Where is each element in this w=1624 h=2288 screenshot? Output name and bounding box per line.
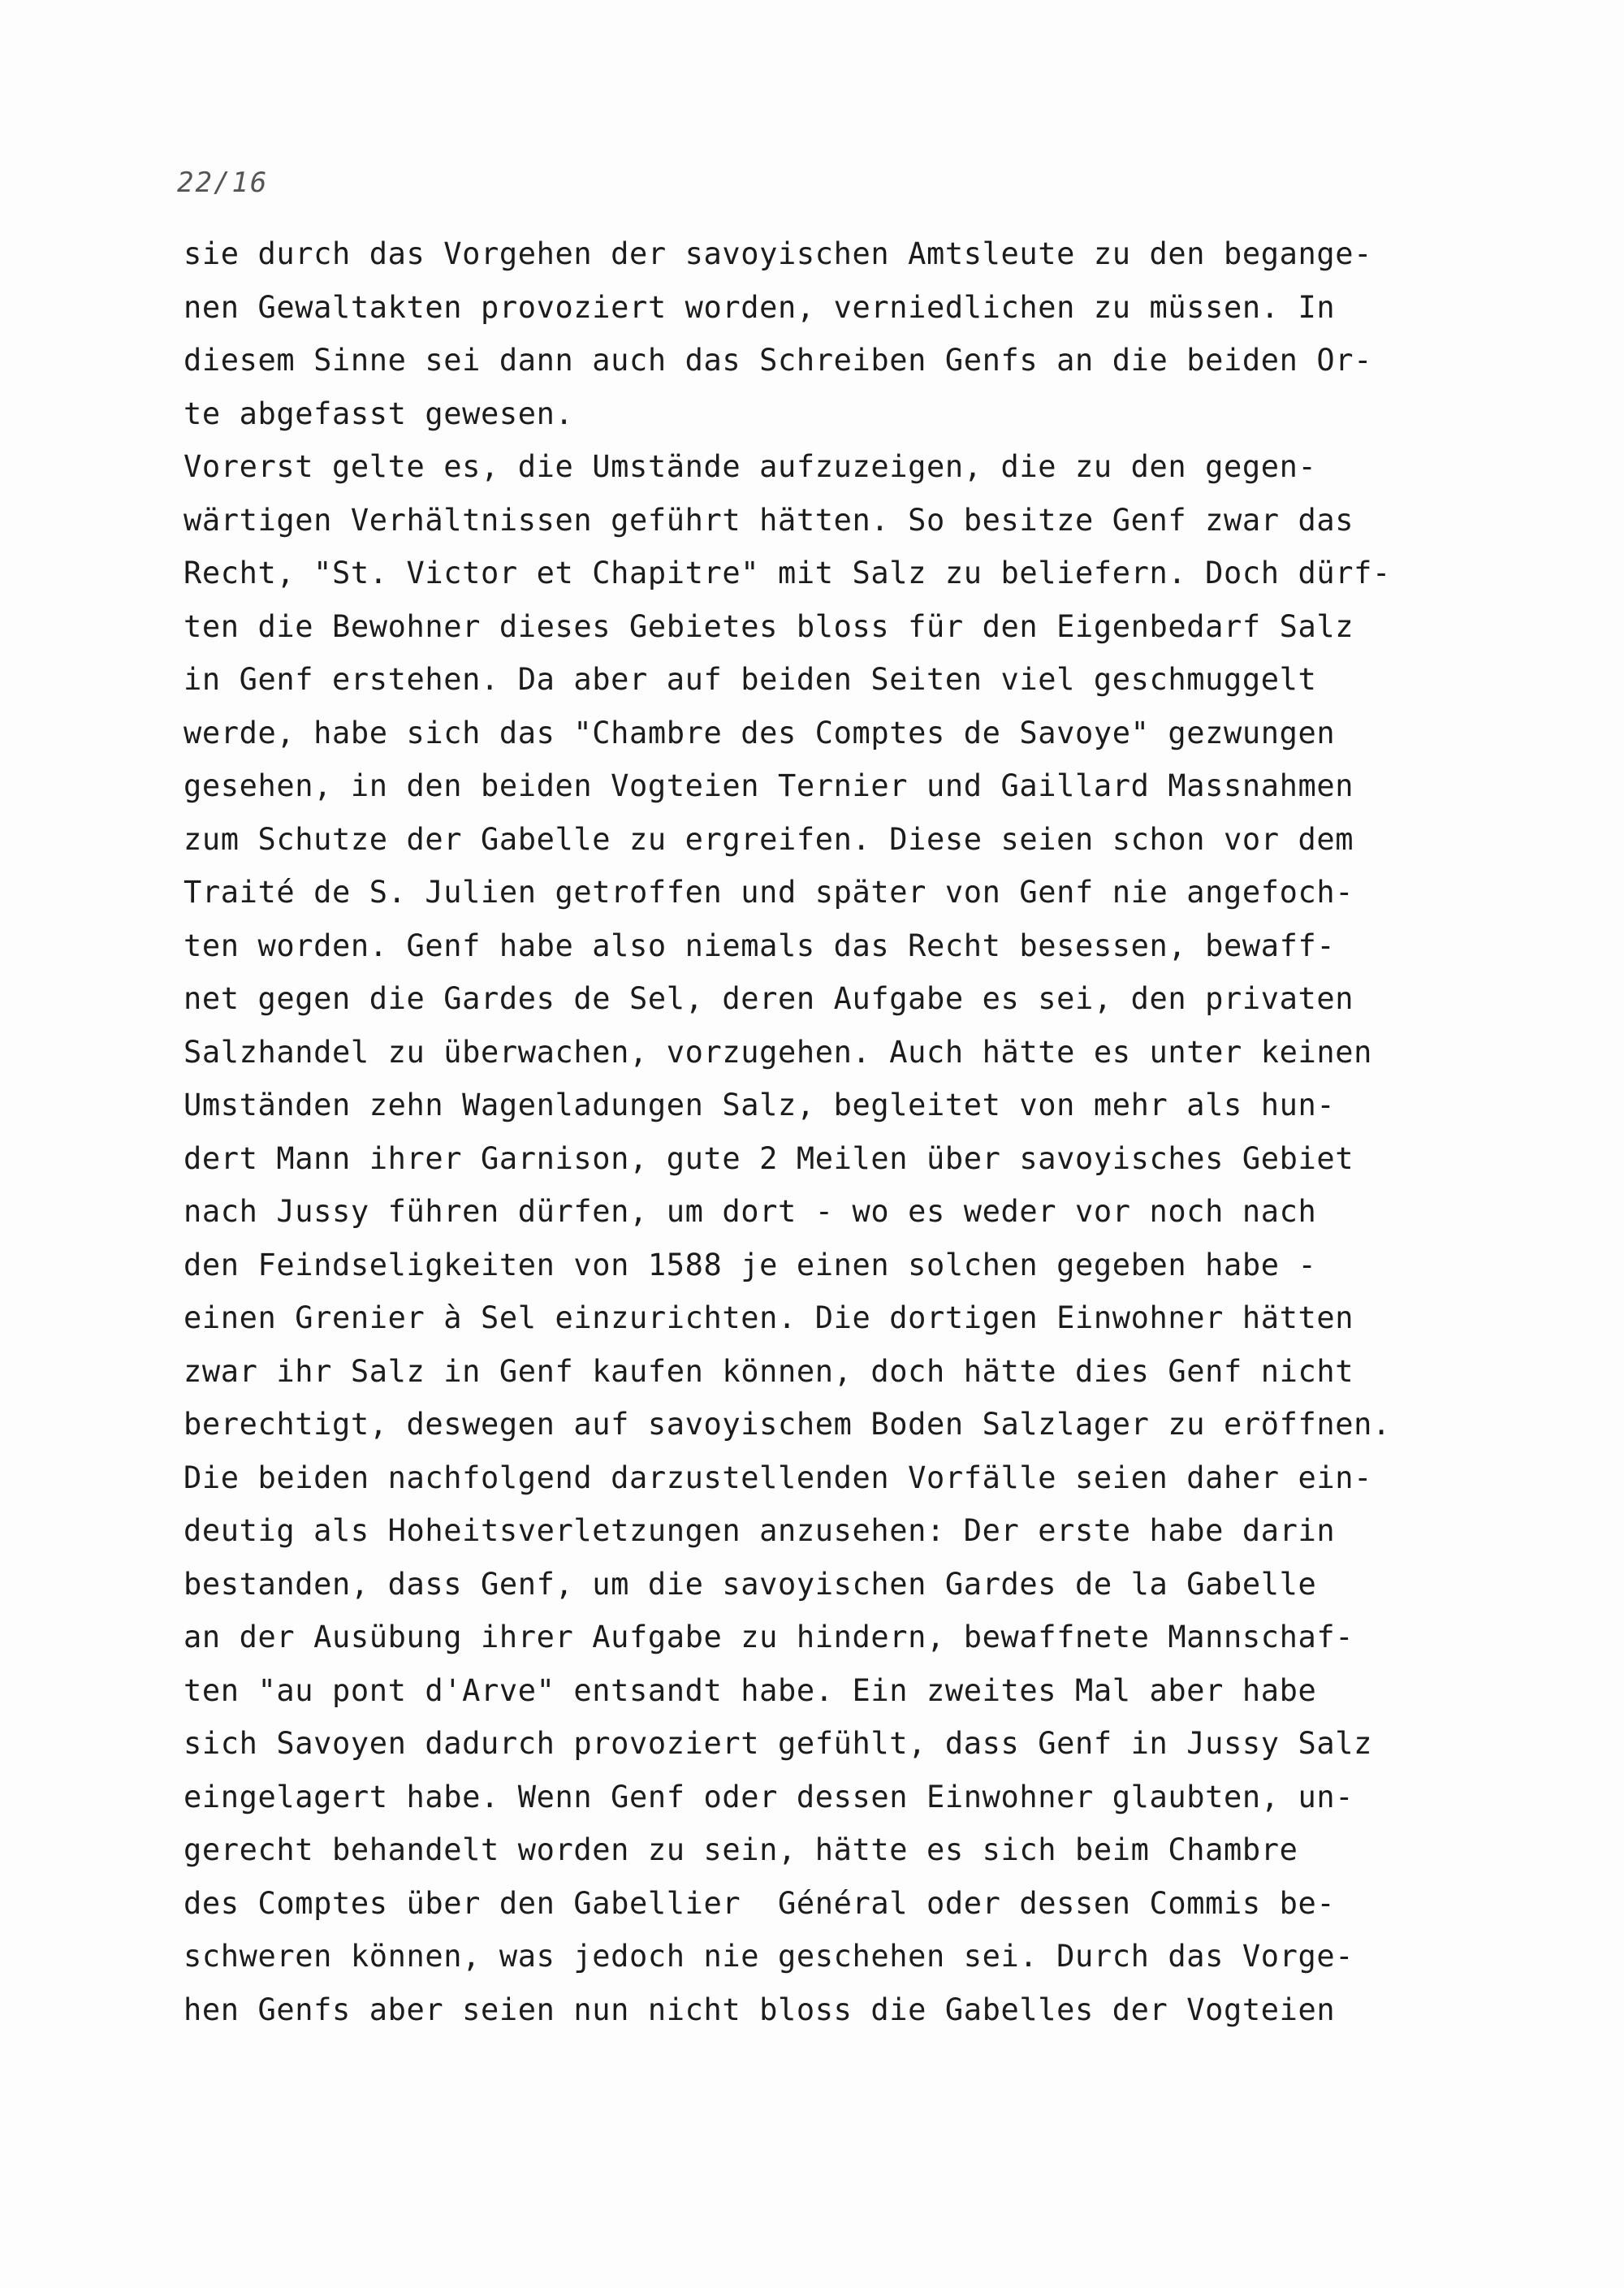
page-number: 22/16 — [177, 167, 269, 199]
text-line: dert Mann ihrer Garnison, gute 2 Meilen über savoyisches Gebiet — [184, 1140, 1354, 1176]
text-line: sich Savoyen dadurch provoziert gefühlt, dass Genf in Jussy Salz — [184, 1726, 1373, 1761]
text-line: werde, habe sich das "Chambre des Comptes de Savoye" gezwungen — [184, 715, 1336, 750]
text-line: des Comptes über den Gabellier Général oder dessen Commis be- — [184, 1885, 1336, 1921]
text-line: zum Schutze der Gabelle zu ergreifen. Diese seien schon vor dem — [184, 821, 1354, 857]
text-line: Traité de S. Julien getroffen und später von Genf nie angefoch- — [184, 875, 1354, 910]
text-line: Recht, "St. Victor et Chapitre" mit Salz zu beliefern. Doch dürf- — [184, 556, 1391, 590]
text-line: den Feindseligkeiten von 1588 je einen solchen gegeben habe - — [184, 1247, 1317, 1282]
text-line: bestanden, dass Genf, um die savoyischen Gardes de la Gabelle — [184, 1566, 1317, 1602]
text-line: zwar ihr Salz in Genf kaufen können, doch hätte dies Genf nicht — [184, 1353, 1354, 1389]
text-line: ten "au pont d'Arve" entsandt habe. Ein zweites Mal aber habe — [184, 1672, 1317, 1708]
text-line: ten worden. Genf habe also niemals das Recht besessen, bewaff- — [184, 928, 1336, 963]
text-line: berechtigt, deswegen auf savoyischem Boden Salzlager zu eröffnen. — [184, 1407, 1391, 1442]
text-line: eingelagert habe. Wenn Genf oder dessen Einwohner glaubten, un- — [184, 1779, 1354, 1814]
text-line: te abgefasst gewesen. — [184, 396, 574, 431]
text-line: nen Gewaltakten provoziert worden, verniedlichen zu müssen. In — [184, 289, 1336, 325]
text-line: gerecht behandelt worden zu sein, hätte es sich beim Chambre — [184, 1832, 1298, 1867]
text-line: nach Jussy führen dürfen, um dort - wo es weder vor noch nach — [184, 1194, 1317, 1229]
text-line: diesem Sinne sei dann auch das Schreiben Genfs an die beiden Or- — [184, 343, 1373, 378]
text-line: in Genf erstehen. Da aber auf beiden Seiten viel geschmuggelt — [184, 662, 1317, 697]
text-line: Salzhandel zu überwachen, vorzugehen. Auch hätte es unter keinen — [184, 1034, 1373, 1070]
text-line: deutig als Hoheitsverletzungen anzusehen: Der erste habe darin — [184, 1513, 1336, 1548]
text-line: an der Ausübung ihrer Aufgabe zu hindern, bewaffnete Mannschaf- — [184, 1620, 1354, 1654]
text-line: ten die Bewohner dieses Gebietes bloss für den Eigenbedarf Salz — [184, 608, 1354, 644]
text-line: Vorerst gelte es, die Umstände aufzuzeigen, die zu den gegen- — [184, 449, 1317, 484]
body-text — [184, 227, 1475, 2036]
text-line: sie durch das Vorgehen der savoyischen Amtsleute zu den begange- — [184, 236, 1373, 271]
text-line: schweren können, was jedoch nie geschehen sei. Durch das Vorge- — [184, 1939, 1354, 1974]
text-line: einen Grenier à Sel einzurichten. Die dortigen Einwohner hätten — [184, 1300, 1354, 1335]
text-line: gesehen, in den beiden Vogteien Ternier und Gaillard Massnahmen — [184, 768, 1354, 803]
text-line: wärtigen Verhältnissen geführt hätten. So besitze Genf zwar das — [184, 502, 1354, 538]
text-line: hen Genfs aber seien nun nicht bloss die Gabelles der Vogteien — [184, 1992, 1336, 2027]
text-line: Umständen zehn Wagenladungen Salz, begleitet von mehr als hun- — [184, 1088, 1336, 1122]
text-line: net gegen die Gardes de Sel, deren Aufgabe es sei, den privaten — [184, 981, 1354, 1016]
text-line: Die beiden nachfolgend darzustellenden Vorfälle seien daher ein- — [184, 1460, 1373, 1495]
